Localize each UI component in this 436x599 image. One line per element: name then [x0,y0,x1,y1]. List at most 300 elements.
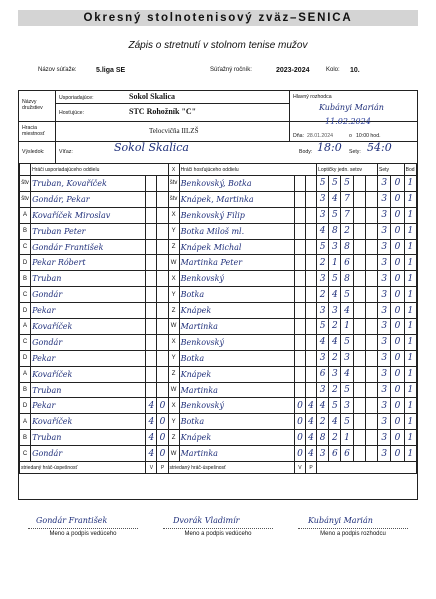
set-ball-score [365,319,377,335]
substitute-row [20,462,417,474]
away-player-wins: 0 [294,446,305,462]
away-player-wins [294,223,305,239]
match-row [20,223,417,239]
table-header [20,164,417,176]
home-player-losses: 0 [157,430,168,446]
set-ball-score: 5 [317,239,329,255]
home-player-losses [157,303,168,319]
match-point: 1 [404,334,416,350]
home-player-wins [146,287,157,303]
home-player-losses: 0 [157,414,168,430]
away-player-losses [305,319,316,335]
away-substitute-label: striedaný hráč-úspešnosť [168,462,294,474]
set-ball-score: 3 [329,366,341,382]
home-player-losses [157,287,168,303]
set-ball-score [365,239,377,255]
match-point: 1 [404,446,416,462]
sets-won: 3 [378,382,391,398]
set-ball-score [353,287,365,303]
match-point: 1 [404,176,416,192]
sets-won: 3 [378,255,391,271]
home-player-name: Pekar [31,350,146,366]
away-leader-label: Meno a podpis vedúceho [184,531,252,537]
home-player-losses [157,366,168,382]
home-players-header: Hráči usporiadajúceho oddielu [31,164,168,176]
winner-label: Víťaz: [59,149,73,155]
match-point: 1 [404,303,416,319]
home-team-label: Usporiadajúce: [59,95,94,101]
set-ball-score: 3 [341,350,353,366]
away-player-code: štv [168,176,179,192]
venue-label: Hracia miestnosť [22,125,45,137]
away-player-name: Botka [179,350,294,366]
home-player-losses [157,350,168,366]
set-ball-score [365,223,377,239]
match-point: 1 [404,398,416,414]
home-player-wins [146,303,157,319]
referee-name: Kubányi Marián [319,103,384,112]
home-player-name: Truban [31,430,146,446]
sets-won: 3 [378,287,391,303]
home-player-wins [146,207,157,223]
home-player-code: A [20,366,31,382]
set-ball-score [353,303,365,319]
set-ball-score: 3 [317,271,329,287]
away-leader-signature [163,516,273,537]
sets-won: 3 [378,191,391,207]
home-player-code: štv [20,191,31,207]
match-point: 1 [404,350,416,366]
match-point: 1 [404,414,416,430]
away-player-losses [305,334,316,350]
away-players-header: Hráči hosťujúceho oddielu [179,164,316,176]
set-ball-score [353,446,365,462]
set-ball-score: 1 [341,430,353,446]
set-ball-score: 1 [341,319,353,335]
away-player-losses [305,207,316,223]
match-point: 1 [404,319,416,335]
home-player-losses [157,334,168,350]
home-leader-hand: Gondár František [36,516,108,525]
sets-lost: 0 [391,366,404,382]
set-ball-score [365,350,377,366]
away-player-name: Benkovský [179,334,294,350]
match-point: 1 [404,287,416,303]
sets-won: 3 [378,319,391,335]
away-player-name: Martinka [179,446,294,462]
set-ball-score: 5 [317,319,329,335]
set-ball-score: 5 [329,398,341,414]
sets-lost: 0 [391,350,404,366]
competition-label: Názov súťaže: [38,67,77,73]
home-sub-losses-label: P [157,462,168,474]
balls-header: Loptičky jedn. setov [317,164,378,176]
date-handwritten: 11.02.2024 [325,117,371,126]
sets-lost: 0 [391,334,404,350]
sets-won: 3 [378,446,391,462]
matches-table [19,163,417,474]
set-ball-score: 4 [329,334,341,350]
result-label: Výsledok: [22,149,45,155]
away-player-name: Botka [179,414,294,430]
set-ball-score: 4 [329,191,341,207]
referee-hand: Kubányi Marián [308,516,373,525]
away-player-code: Y [168,287,179,303]
home-player-wins: 4 [146,414,157,430]
sets-won: 3 [378,239,391,255]
home-player-losses [157,255,168,271]
away-player-losses [305,271,316,287]
date-printed: 28.01.2024 [307,133,333,139]
away-player-wins [294,191,305,207]
away-player-wins [294,319,305,335]
set-ball-score [353,350,365,366]
set-ball-score: 5 [341,176,353,192]
match-row [20,176,417,192]
away-player-losses [305,382,316,398]
team-names-label: Názvy družstiev [22,99,43,111]
sets-lost: 0 [391,319,404,335]
sets-lost: 0 [391,303,404,319]
away-player-name: Knápek [179,430,294,446]
set-ball-score: 8 [317,430,329,446]
match-point: 1 [404,430,416,446]
away-player-name: Benkovský, Botka [179,176,294,192]
home-player-wins [146,176,157,192]
sets-lost: 0 [391,398,404,414]
away-player-wins [294,271,305,287]
set-ball-score: 5 [341,382,353,398]
set-ball-score [365,255,377,271]
sets-won: 3 [378,303,391,319]
set-ball-score [365,176,377,192]
home-player-name: Gondár František [31,239,146,255]
away-player-code: štv [168,191,179,207]
sets-won: 3 [378,350,391,366]
home-player-losses [157,207,168,223]
home-player-code: A [20,414,31,430]
away-player-name: Martinka [179,382,294,398]
home-player-name: Gondár [31,446,146,462]
set-ball-score [353,319,365,335]
match-row [20,207,417,223]
points-value: 18:0 [317,141,342,154]
home-player-name: Kovaříček [31,414,146,430]
set-ball-score: 4 [329,414,341,430]
round-label: Kolo: [326,67,340,73]
set-ball-score [353,414,365,430]
home-leader-label: Meno a podpis vedúceho [49,531,117,537]
home-player-name: Truban, Kovaříček [31,176,146,192]
home-player-name: Kovaříček Miroslav [31,207,146,223]
sets-won: 3 [378,223,391,239]
home-player-name: Truban [31,382,146,398]
home-player-code: A [20,319,31,335]
home-player-wins [146,255,157,271]
points-label: Body: [299,149,313,155]
set-ball-score: 8 [341,239,353,255]
home-player-wins [146,239,157,255]
away-player-wins [294,382,305,398]
set-ball-score: 5 [341,287,353,303]
away-player-name: Knápek Michal [179,239,294,255]
home-player-losses [157,223,168,239]
sets-won: 3 [378,176,391,192]
home-player-losses: 0 [157,398,168,414]
away-player-name: Benkovský Filip [179,207,294,223]
away-player-code: W [168,446,179,462]
set-ball-score: 3 [329,239,341,255]
home-player-wins: 4 [146,446,157,462]
home-sub-wins-label: V [146,462,157,474]
set-ball-score [365,334,377,350]
time-value: 10:00 hod. [356,133,381,139]
away-player-code: W [168,382,179,398]
match-row [20,191,417,207]
sets-lost: 0 [391,287,404,303]
home-player-name: Kovaříček [31,319,146,335]
set-ball-score: 4 [329,287,341,303]
away-player-code: W [168,319,179,335]
away-player-losses [305,366,316,382]
set-ball-score [365,366,377,382]
sets-won: 3 [378,366,391,382]
home-player-name: Kovaříček [31,366,146,382]
competition-value: 5.liga SE [96,67,126,74]
home-player-wins [146,382,157,398]
home-player-code: C [20,334,31,350]
away-player-losses [305,303,316,319]
away-player-losses: 4 [305,414,316,430]
away-player-wins: 0 [294,398,305,414]
set-ball-score: 5 [341,414,353,430]
home-player-code: C [20,239,31,255]
set-ball-score: 5 [329,271,341,287]
away-player-name: Knápek [179,303,294,319]
match-row [20,366,417,382]
away-player-losses [305,223,316,239]
home-player-losses: 0 [157,446,168,462]
home-player-code: B [20,271,31,287]
away-player-wins [294,303,305,319]
set-ball-score: 5 [317,176,329,192]
set-ball-score [353,382,365,398]
away-player-wins: 0 [294,414,305,430]
set-ball-score [353,430,365,446]
set-ball-score [353,398,365,414]
home-player-losses [157,319,168,335]
away-player-wins [294,255,305,271]
sets-lost: 0 [391,207,404,223]
home-player-wins [146,223,157,239]
set-ball-score: 2 [329,350,341,366]
away-player-losses [305,350,316,366]
set-ball-score: 4 [317,398,329,414]
match-form [18,90,418,500]
home-player-name: Gondár, Pekar [31,191,146,207]
away-player-losses [305,191,316,207]
round-value: 10. [350,67,360,74]
home-player-losses [157,239,168,255]
set-ball-score [353,334,365,350]
home-player-code: C [20,287,31,303]
season-label: Súťažný ročník: [210,67,252,73]
away-player-wins [294,207,305,223]
away-player-code: Y [168,223,179,239]
sets-value: 54:0 [367,141,392,154]
away-player-code: X [168,334,179,350]
set-ball-score: 6 [317,366,329,382]
referee-sign-label: Meno a podpis rozhodcu [320,531,386,537]
home-player-wins [146,319,157,335]
away-player-code: W [168,255,179,271]
away-player-code: Y [168,350,179,366]
home-player-wins: 4 [146,430,157,446]
federation-title: Okresný stolnotenisový zväz–SENICA [18,10,418,26]
set-ball-score: 3 [329,303,341,319]
set-ball-score: 5 [329,207,341,223]
set-ball-score: 8 [329,223,341,239]
set-ball-score [353,239,365,255]
sets-header: Sety [378,164,405,176]
home-player-code: A [20,207,31,223]
match-point: 1 [404,207,416,223]
match-row [20,255,417,271]
header-spacer [20,164,31,176]
home-player-code: D [20,398,31,414]
set-ball-score: 3 [317,382,329,398]
away-sub-wins-label: V [294,462,305,474]
set-ball-score: 5 [341,334,353,350]
set-ball-score [353,176,365,192]
match-row [20,446,417,462]
empty-cell [317,462,417,474]
away-leader-hand: Dvorák Vladimír [173,516,240,525]
home-player-code: B [20,430,31,446]
home-player-name: Gondár [31,334,146,350]
set-ball-score [365,446,377,462]
match-row [20,398,417,414]
set-ball-score [353,207,365,223]
home-player-code: D [20,350,31,366]
set-ball-score [353,223,365,239]
away-player-code: Y [168,414,179,430]
set-ball-score: 3 [317,191,329,207]
set-ball-score [365,287,377,303]
referee-signature [298,516,408,537]
set-ball-score: 7 [341,191,353,207]
away-player-code: X [168,271,179,287]
sets-lost: 0 [391,223,404,239]
sets-won: 3 [378,271,391,287]
set-ball-score [353,191,365,207]
set-ball-score [365,398,377,414]
away-player-losses: 4 [305,430,316,446]
away-player-name: Martinka [179,319,294,335]
set-ball-score [365,430,377,446]
home-player-losses [157,176,168,192]
away-player-name: Botka Miloš ml. [179,223,294,239]
set-ball-score: 2 [329,430,341,446]
home-player-wins [146,350,157,366]
set-ball-score: 4 [341,366,353,382]
away-player-losses: 4 [305,398,316,414]
away-player-wins [294,287,305,303]
away-player-code: Z [168,430,179,446]
referee-label: Hlavný rozhodca [293,94,332,100]
match-row [20,334,417,350]
match-point: 1 [404,239,416,255]
set-ball-score [365,414,377,430]
set-ball-score [353,255,365,271]
home-player-name: Gondár [31,287,146,303]
match-row [20,382,417,398]
away-team-label: Hosťujúce: [59,110,85,116]
home-substitute-label: striedaný hráč-úspešnosť [20,462,146,474]
home-player-name: Pekar [31,398,146,414]
time-label: o [349,133,352,139]
away-sub-losses-label: P [305,462,316,474]
winner-value: Sokol Skalica [114,141,189,154]
set-ball-score [365,207,377,223]
away-player-wins [294,176,305,192]
away-player-code: Z [168,239,179,255]
away-player-name: Botka [179,287,294,303]
match-point: 1 [404,382,416,398]
sets-lost: 0 [391,382,404,398]
home-player-wins [146,334,157,350]
home-team-name: Sokol Skalica [129,92,176,101]
sets-label: Sety: [349,149,361,155]
document-subtitle: Zápis o stretnutí v stolnom tenise mužov [128,40,308,51]
venue-value: Telocvičňa IILZŠ [149,127,199,135]
match-point: 1 [404,191,416,207]
match-row [20,414,417,430]
home-player-code: C [20,446,31,462]
away-team-name: STC Rohožník "C" [129,107,197,116]
home-player-code: D [20,255,31,271]
match-point: 1 [404,366,416,382]
sets-won: 3 [378,398,391,414]
set-ball-score: 2 [341,223,353,239]
sets-lost: 0 [391,446,404,462]
set-ball-score: 6 [329,446,341,462]
away-player-losses [305,287,316,303]
home-player-wins [146,366,157,382]
set-ball-score [353,366,365,382]
away-player-wins [294,334,305,350]
set-ball-score: 6 [341,446,353,462]
sets-lost: 0 [391,191,404,207]
away-player-wins [294,350,305,366]
sets-lost: 0 [391,255,404,271]
match-row [20,271,417,287]
away-player-losses [305,239,316,255]
set-ball-score [365,191,377,207]
away-player-name: Knápek, Martinka [179,191,294,207]
home-player-name: Truban Peter [31,223,146,239]
set-ball-score [365,271,377,287]
set-ball-score: 3 [317,303,329,319]
set-ball-score: 3 [317,207,329,223]
away-player-losses [305,176,316,192]
away-player-name: Benkovský [179,398,294,414]
home-player-code: B [20,382,31,398]
set-ball-score: 5 [329,176,341,192]
set-ball-score: 4 [317,334,329,350]
away-player-code: Z [168,366,179,382]
away-player-wins [294,239,305,255]
